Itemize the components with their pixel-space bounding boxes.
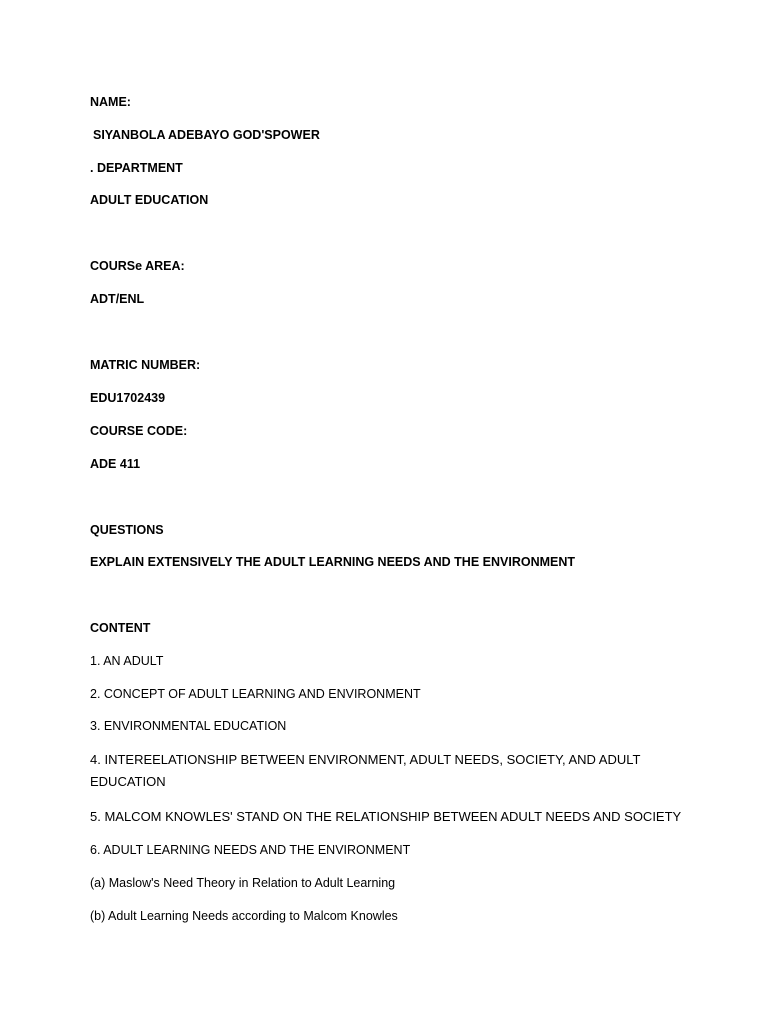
question-text: EXPLAIN EXTENSIVELY THE ADULT LEARNING NEEDS AND THE ENVIRONMENT: [90, 555, 576, 569]
content-item: 2. CONCEPT OF ADULT LEARNING AND ENVIRONMENT: [90, 687, 421, 701]
content-subitem: (b) Adult Learning Needs according to Malcom Knowles: [90, 909, 398, 923]
department-label: . DEPARTMENT: [90, 161, 183, 175]
department-value: ADULT EDUCATION: [90, 193, 209, 207]
matric-number-label: MATRIC NUMBER:: [90, 358, 201, 372]
matric-number-value: EDU1702439: [90, 391, 166, 405]
content-item: 6. ADULT LEARNING NEEDS AND THE ENVIRONMENT: [90, 843, 411, 857]
name-value: SIYANBOLA ADEBAYO GOD'SPOWER: [93, 128, 320, 142]
content-heading: CONTENT: [90, 621, 151, 635]
content-item: 4. INTEREELATIONSHIP BETWEEN ENVIRONMENT, ADULT NEEDS, SOCIETY, AND ADULT EDUCATION: [90, 752, 641, 789]
content-item: 5. MALCOM KNOWLES' STAND ON THE RELATIONSHIP BETWEEN ADULT NEEDS AND SOCIETY: [90, 809, 682, 824]
content-subitem: (a) Maslow's Need Theory in Relation to Adult Learning: [90, 876, 396, 890]
course-area-value: ADT/ENL: [90, 292, 145, 306]
course-code-label: COURSE CODE:: [90, 424, 188, 438]
questions-heading: QUESTIONS: [90, 523, 164, 537]
content-item: 3. ENVIRONMENTAL EDUCATION: [90, 719, 287, 733]
content-item: 1. AN ADULT: [90, 654, 164, 668]
course-code-value: ADE 411: [90, 457, 141, 471]
name-label: NAME:: [90, 95, 131, 109]
course-area-label: COURSe AREA:: [90, 259, 185, 273]
